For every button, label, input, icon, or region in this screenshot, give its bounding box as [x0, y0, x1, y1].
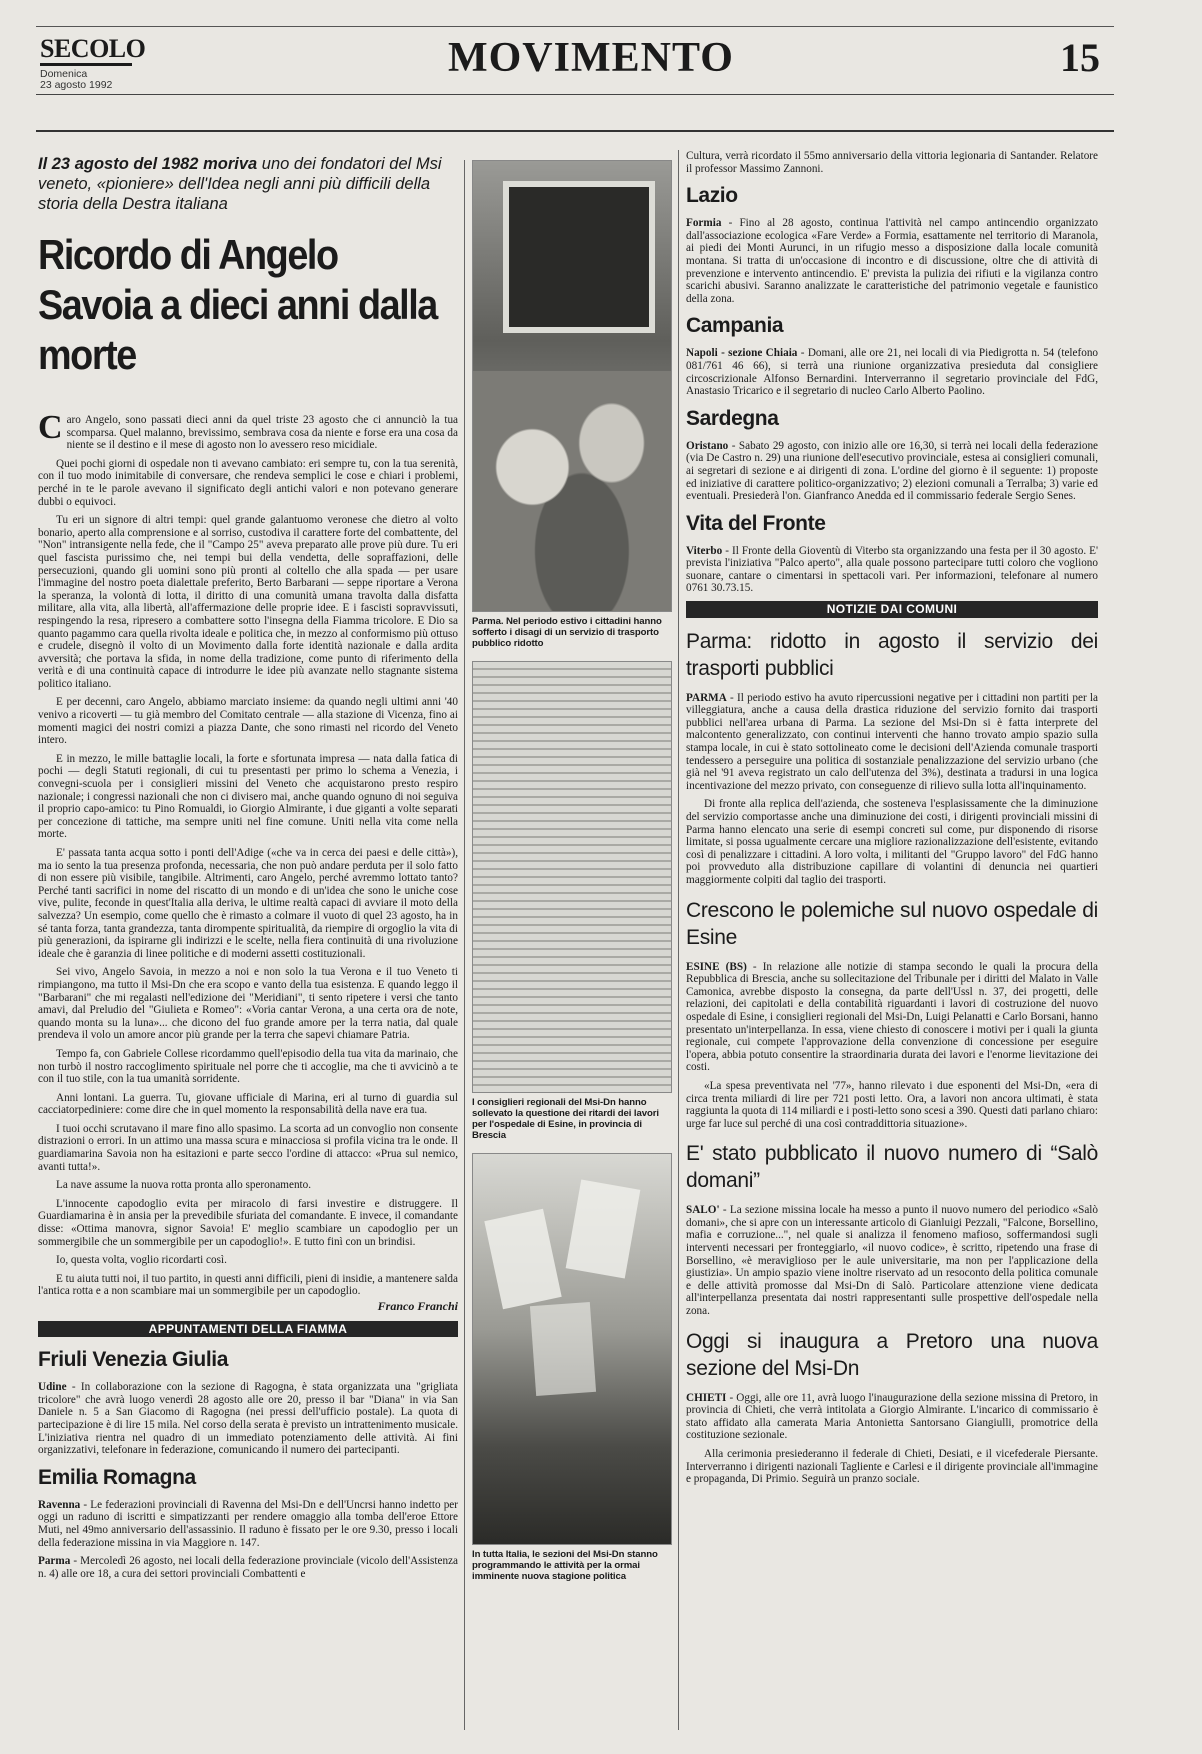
article-paragraph: E' passata tanta acqua sotto i ponti dell'Adige («che va in cerca dei paesi e delle città»), ma io sento la tua presenza profonda, necessaria, che non può andare perduta per il solo fatto di non essere più visibile, tangibile. Altrimenti, caro Angelo, perché avremmo lottato tanto? Perché tanti sacrifici in nome del riscatto di un mondo e di un'idea che sono le uniche cose vive, pulite, feconde in quest'Italia alla deriva, le ultime realtà capaci di avviare il moto della salvezza? Un esempio, come quello che è rimasto a colmare il vuoto di quel 23 agosto, ha in sé tanta forza, tanta grandezza, tanta dirompente spiritualità, da riempire di orgoglio la vita di più generazioni, da ispirarne gli indirizzi e le scelte, nella fiera continuità di una rivoluzione ideale che è garanzia di linee politiche e di moderni assetti costituzionali.: [38, 847, 458, 960]
napoli-item: Napoli - sezione Chiaia - Domani, alle ore 21, nei locali di via Piedigrotta n. 54 (telefono 081/761 46 66), si terrà una riunione organizzativa presieduta dal consigliere circoscrizionale Alfonso Bernardini. Interverranno il segretario provinciale del FdG, Anastasio Tricarico e il segretario di nucleo Carlo Alberto Paolino.: [686, 347, 1099, 398]
article-body: [38, 409, 458, 1580]
flag-shape: [566, 1179, 641, 1278]
article-paragraph: Anni lontani. La guerra. Tu, giovane ufficiale di Marina, eri al turno di guardia sul cacciatorpediniere: come dire che in quel momento la responsabilità della nave era tua.: [38, 1091, 458, 1117]
bus-door-photo: [472, 160, 672, 612]
article-paragraph: L'innocente capodoglio evita per miracolo di farsi investire e distruggere. Il Guardiamarina è in ansia per la prevedibile sfuriata del comandante. E invece, il comandante disse: «Ottima manovra, signor Savoia! E' meglio scambiare un capodoglio per un sommergibile che un sommergibile per un capodoglio!». E tutto finì con un brindisi.: [38, 1197, 458, 1248]
appuntamenti-banner: APPUNTAMENTI DELLA FIAMMA: [38, 1321, 458, 1338]
udine-item: Udine - In collaborazione con la sezione di Ragogna, è stata organizzata una "grigliata tricolore" che avrà luogo venerdì 28 agosto alle ore 20, presso il bar "Diana" in via San Daniele n. 5 a San Giacomo di Ragogna (nei pressi dell'ufficio postale). La quota di partecipazione è di lire 15 mila. Nel corso della serata è previsto un intrattenimento musicale. L'iniziativa rientra nel quadro di un immediato potenziamento delle attività. Ai fini organizzativi, telefonare in federazione, comunicando il numero dei partecipanti.: [38, 1381, 458, 1457]
dateline-day: Domenica: [40, 68, 88, 80]
newspaper-logo: SECOLO: [40, 34, 146, 63]
article-kicker: [38, 154, 458, 214]
cultura-text: Cultura, verrà ricordato il 55mo anniversario della vittoria legionaria di Santander. Relatore il professor Massimo Zannoni.: [686, 150, 1098, 175]
news-column: [686, 150, 1098, 1492]
lazio-heading: Lazio: [686, 184, 738, 208]
article-paragraph: E in mezzo, le mille battaglie locali, la forte e sfortunata impresa — nata dalla fatica di pochi — degli Statuti regionali, di cui tu presentasti per primo lo schema a Venezia, i convegni-scuola per i consiglieri missini del Veneto che acquistarono presto respiro nazionale; i congressi nazionali che non ci divisero mai, anche quando ognuno di noi seguiva il proprio capo-amico: tu Pino Romualdi, io Giorgio Almirante, i due giganti a volte separati per concezione di tattiche, ma sempre uniti nel fine comune. Uniti nella vita come nella morte.: [38, 752, 458, 841]
photo-caption-rally: In tutta Italia, le sezioni del Msi-Dn stanno programmando le attività per la ormai imminente nuova stagione politica: [472, 1549, 658, 1582]
article-paragraph: Quei pochi giorni di ospedale non ti avevano cambiato: eri sempre tu, con la tua serenità, con il tuo modo inimitabile di conversare, che rendeva semplici le cose e chiari i problemi, perché in te le parole avevano il significato degli antichi valori e non potevano generare dubbi o equivoci.: [38, 457, 458, 508]
notizie-comuni-banner: NOTIZIE DAI COMUNI: [686, 601, 1098, 618]
pretoro-headline: Oggi si inaugura a Pretoro una nuova sezione del Msi-Dn: [686, 1329, 1098, 1380]
photo-crowd: [473, 371, 671, 611]
top-rule: [36, 26, 1114, 27]
article-paragraph: I tuoi occhi scrutavano il mare fino allo spasimo. La scorta ad un convoglio non consente distrazioni o errori. In un attimo una massa scura e minacciosa si profila vicina tra le onde. Il guardiamarina Savoia non ha esitazioni e parte secco l'ordine di attacco: «Prua sul nemico, avanti tutta!».: [38, 1122, 458, 1173]
article-headline: Ricordo di Angelo Savoia a dieci anni dalla morte: [38, 231, 437, 378]
kicker-bold: Il 23 agosto del 1982 moriva: [38, 155, 258, 173]
parma-paragraph: Di fronte alla replica dell'azienda, che sosteneva l'esplasissamente che la diminuzione del servizio comportasse anche una diminuzione dei costi, i dirigenti provinciali missini di Parma hanno elencato una serie di esempi concreti sul come, pur disponendo di risorse limitate, si possa ugualmente cercare una migliore razionalizzazione dell'esistente, evitando così di penalizzare i cittadini. A loro volta, i militanti del "Gruppo lavoro" del FdG hanno poi provveduto alla distribuzione capillare di volantini di denuncia nei quartieri maggiormente colpiti dal taglio dei trasporti.: [686, 798, 1098, 886]
column-divider-right: [678, 150, 679, 1730]
sardegna-heading: Sardegna: [686, 406, 779, 430]
ravenna-item: Ravenna - Le federazioni provinciali di Ravenna del Msi-Dn e dell'Uncrsi hanno indetto per oggi un raduno di iscritti e simpatizzanti per rendere omaggio alla tomba dell'eroe Ettore Muti, nel 49mo anniversario dell'assassinio. Il raduno è fissato per le ore 9.30, presso i locali della federazione missina in via Maggiore n. 147.: [38, 1498, 458, 1549]
article-paragraph: La nave assume la nuova rotta pronta allo speronamento.: [56, 1179, 312, 1192]
esine-paragraph: «La spesa preventivata nel '77», hanno rilevato i due esponenti del Msi-Dn, «era di circa trenta miliardi di lire per 721 posti letto. Ora, a lavori non ancora ultimati, è stata raggiunta la quota di 114 miliardi e i posti-letto sono scesi a 390. Questi dati parlano chiaro: urge far luce sul perché di una così contraddittoria situazione».: [686, 1079, 1098, 1130]
hospital-shutter-photo: [472, 661, 672, 1093]
flag-shape: [484, 1209, 561, 1310]
section-title: MOVIMENTO: [448, 35, 734, 81]
campania-heading: Campania: [686, 314, 784, 338]
chieti-paragraph: CHIETI - Oggi, alle ore 11, avrà luogo l'inaugurazione della sezione missina di Pretoro, in provincia di Chieti, che verrà intitolata a Giorgio Almirante. L'incarico di commissario è stato affidato alla camerata Maria Antonietta Santorsano Giangiulli, promotrice della costituzione sezionale.: [686, 1391, 1098, 1442]
article-paragraph: E per decenni, caro Angelo, abbiamo marciato insieme: da quando negli ultimi anni '40 venivo a ricoverti — tu già membro del Comitato centrale — alla stazione di Vicenza, fino ai momenti magici dei nostri comizi a piazza Dante, che sono rimasti nel ricordo del Veneto intero.: [38, 696, 458, 747]
article-paragraph: E tu aiuta tutti noi, il tuo partito, in questi anni difficili, pieni di insidie, a mantenere salda l'antica rotta e a non scambiare mai un sommergibile per un capodoglio.: [38, 1272, 458, 1298]
formia-item: Formia - Fino al 28 agosto, continua l'attività nel campo antincendio organizzato dall'associazione ecologica «Fare Verde» a Formia, esattamente nel territorio di Maranola, ai piedi dei Monti Aurunci, in un rifugio messo a disposizione dalla locale comunità montana. Si tratta di un'occasione di incontro e di discussione, oltre che di attività di prevenzione e intervento antincendio. E' prevista la pulizia dei rifiuti e la vigilanza contro scarichi abusivi. Saranno analizzate le caratteristiche del patrimonio vegetale e faunistico della zona.: [686, 217, 1098, 305]
photo-caption-parma: Parma. Nel periodo estivo i cittadini hanno sofferto i disagi di un servizio di trasporto pubblico ridotto: [472, 616, 662, 649]
salo-paragraph: SALO' - La sezione missina locale ha messo a punto il nuovo numero del periodico «Salò domani», che si apre con un interessante articolo di Gianluigi Pezzali, "Falcone, Borsellino, mafia e corruzione...", nel quale si analizza il fenomeno mafioso, soffermandosi sugli interventi necessari per fronteggiarlo, «il nuovo codice», è scritto, ripetendo una frase di Borsellino, «è meraviglioso per le aule universitarie, ma non per l'applicazione della giustizia». Un ampio spazio viene inoltre riservato ad un resoconto della politica comunale e delle attività promosse dal Msi-Dn di Salò. Particolare attenzione viene dedicata all'interpellanza presentata dai nostri rappresentanti sulle prospettive dell'ospedale nella zona.: [686, 1204, 1098, 1318]
kicker-rest: uno dei fondatori del Msi veneto, «pioniere» dell'Idea negli anni più difficili della storia della Destra italiana: [38, 155, 442, 213]
salo-headline: E' stato pubblicato il nuovo numero di “Salò domani”: [686, 1142, 1098, 1193]
esine-paragraph: ESINE (BS) - In relazione alle notizie di stampa secondo le quali la procura della Repubblica di Brescia, anche su sollecitazione del Tribunale per i diritti del Malato in Valle Camonica, avrebbe disposto la consegna, da parte dell'Ussl n. 37, dei progetti, delle relazioni, dei capitolati e della contabilità riguardanti i lavori di costruzione del nuovo ospedale di Esine, i consiglieri regionali del Msi-Dn, Luigi Pelanatti e Carlo Borsani, hanno presentato un'interpellanza. In essa, viene chiesto di conoscere i motivi per i quali la giunta regionale, cui compete l'approvazione della convenzione di concessione per eseguire l'opera, abbia potuto consentire la straordinaria durata dei lavori e l'enorme lievitazione dei costi.: [686, 960, 1099, 1074]
esine-headline: Crescono le polemiche sul nuovo ospedale di Esine: [686, 898, 1098, 949]
photo-column: [472, 160, 672, 1594]
photo-doorway: [503, 181, 655, 333]
chieti-paragraph: Alla cerimonia presiederanno il federale di Chieti, Desiati, e il vicefederale Piersante. Interverranno i dirigenti nazionali Tagliente e Carlesi e il dirigente provinciale all'immagine e propaganda, Di Primio. Seguirà un pranzo sociale.: [686, 1448, 1098, 1486]
article-paragraph: Tu eri un signore di altri tempi: quel grande galantuomo veronese che dietro al volto bonario, aperto alla comprensione e al sorriso, custodiva il carattere forte del combattente, del "Non" intransigente nella fede, che il "Campo 25" aveva preparato alle prove più dure. Tu eri quel fascista purissimo che, nei tempi bui della vendetta, delle sopraffazioni, delle persecuzioni, quando gli uomini sono più pronti al coltello che alla spada — per usare l'immagine del nostro poeta dialettale preferito, Berto Barbarani — seppe riportare a Verona la speranza, la volontà di lotta, il diritto di una comunità umana travolta dalla disfatta militare, alla vita, alla libertà, all'affermazione delle proprie idee. E i fascisti sopravvissuti, respingendo la resa, ripresero a combattere sotto l'insegna della Fiamma tricolore. E Dio sa quanto pagammo cara quella rivolta ideale e politica che, in mezzo al conformismo più ottuso e crudele, disegnò il volto di un Movimento dalla forte identità nazionale e dalla ardita avversità; che portava la sfida, in nome della tradizione, come punto di riferimento della verità e di una continuità capace di introdurre le idee più avanzate nello stagnante sistema politico italiano.: [38, 514, 458, 690]
page-number: 15: [1060, 35, 1100, 80]
parma-paragraph: PARMA - Il periodo estivo ha avuto ripercussioni negative per i cittadini non partiti per la villeggiatura, anche a causa della drastica riduzione del servizio fornito dai trasporti pubblici nell'area urbana di Parma. La sezione del Msi-Dn si è fatta interprete del malcontento generalizzato, con continui interventi che hanno trovato ampio spazio sulla stampa locale, in cui è stato sottolineato come le decisioni dell'Azienda comunale trasporti tendessero a perseguire una politica di sostanziale penalizzazione del servizio urbano (che già nel '91 aveva registrato un calo dell'utenza del 3%), destinata a tradursi in una logica incentivazione del mezzo privato, con conseguenze di rilievo sulla lotta all'inquinamento.: [686, 691, 1098, 792]
masthead: [40, 34, 146, 91]
article-paragraph: Caro Angelo, sono passati dieci anni da quel triste 23 agosto che ci annunciò la tua scomparsa. Quel malanno, brevissimo, sembrava cosa da niente e forse era una cosa da niente se il destino e il mese di agosto non lo avessero reso micidiale.: [38, 409, 458, 452]
drop-cap: C: [38, 409, 63, 446]
article-paragraph: Io, questa volta, voglio ricordarti così.: [56, 1254, 227, 1267]
header-rule: [36, 94, 1114, 95]
vita-fronte-heading: Vita del Fronte: [686, 511, 826, 535]
dateline-date: 23 agosto 1992: [40, 79, 113, 91]
viterbo-item: Viterbo - Il Fronte della Gioventù di Viterbo sta organizzando una festa per il 30 agosto. E' prevista l'iniziativa "Palco aperto", alla quale possono partecipare tutti coloro che vogliono suonare, cantare o cimentarsi in spettacoli vari. Per informazioni, telefonare al numero 0761 30.73.15.: [686, 544, 1098, 595]
parma-headline: Parma: ridotto in agosto il servizio dei trasporti pubblici: [686, 629, 1098, 680]
column-divider-left: [464, 160, 465, 1730]
friuli-heading: Friuli Venezia Giulia: [38, 1348, 228, 1372]
parma-appuntamento-item: Parma - Mercoledì 26 agosto, nei locali della federazione provinciale (vicolo dell'Assistenza n. 4) alle ore 18, a cura dei settori provinciali Combattenti e: [38, 1555, 458, 1580]
article-paragraph: Tempo fa, con Gabriele Collese ricordammo quell'episodio della tua vita da marinaio, che non turbò il nostro raccoglimento spirituale nel porre che ti accoglie, ma che ti avvicinò a te con il tuo stile, con la tua umanità sorridente.: [38, 1047, 458, 1086]
right-body: [686, 150, 1098, 1486]
photo-caption-esine: I consiglieri regionali del Msi-Dn hanno sollevato la questione dei ritardi dei lavori per l'ospedale di Esine, in provincia di Brescia: [472, 1097, 659, 1141]
oristano-item: Oristano - Sabato 29 agosto, con inizio alle ore 16,30, si terrà nei locali della federazione (via De Castro n. 29) una riunione dell'esecutivo provinciale, estesa ai consiglieri comunali, ai segretari di sezione e ai dirigenti di zona. L'ordine del giorno è il seguente: 1) proposte ed iniziative di carattere politico-organizzativo; 2) elezioni comunali a Terralba; 3) varie ed eventuali. Presiederà l'on. Gianfranco Anedda ed il commissario federale Sergio Senes.: [686, 439, 1098, 503]
flag-shape: [530, 1302, 596, 1396]
article-paragraph: Sei vivo, Angelo Savoia, in mezzo a noi e non solo la tua Verona e il tuo Veneto ti rimpiangono, ma tutto il Msi-Dn che era scopo e vanto della tua esistenza. E quando leggo il "Barbarani" che mi regalasti nell'edizione dei "Meridiani", ti sento ripetere i versi che tanto amavi, dal Preludio del "Giulieta e Romeo": «Voria cantar Verona, a una certa ora de note, quando monta su la luna»... che dicono del fuo grande amore per la terra natia, dal quale prendeva il volo un amore ancor più grande per la terra che sapevi chiamare Patria.: [38, 966, 458, 1042]
main-article-column: [38, 148, 458, 1586]
article-signature: Franco Franchi: [377, 1299, 458, 1313]
logo-underline: [40, 63, 132, 66]
emilia-heading: Emilia Romagna: [38, 1465, 196, 1489]
rally-photo: [472, 1153, 672, 1545]
content-top-rule: [36, 130, 1114, 132]
